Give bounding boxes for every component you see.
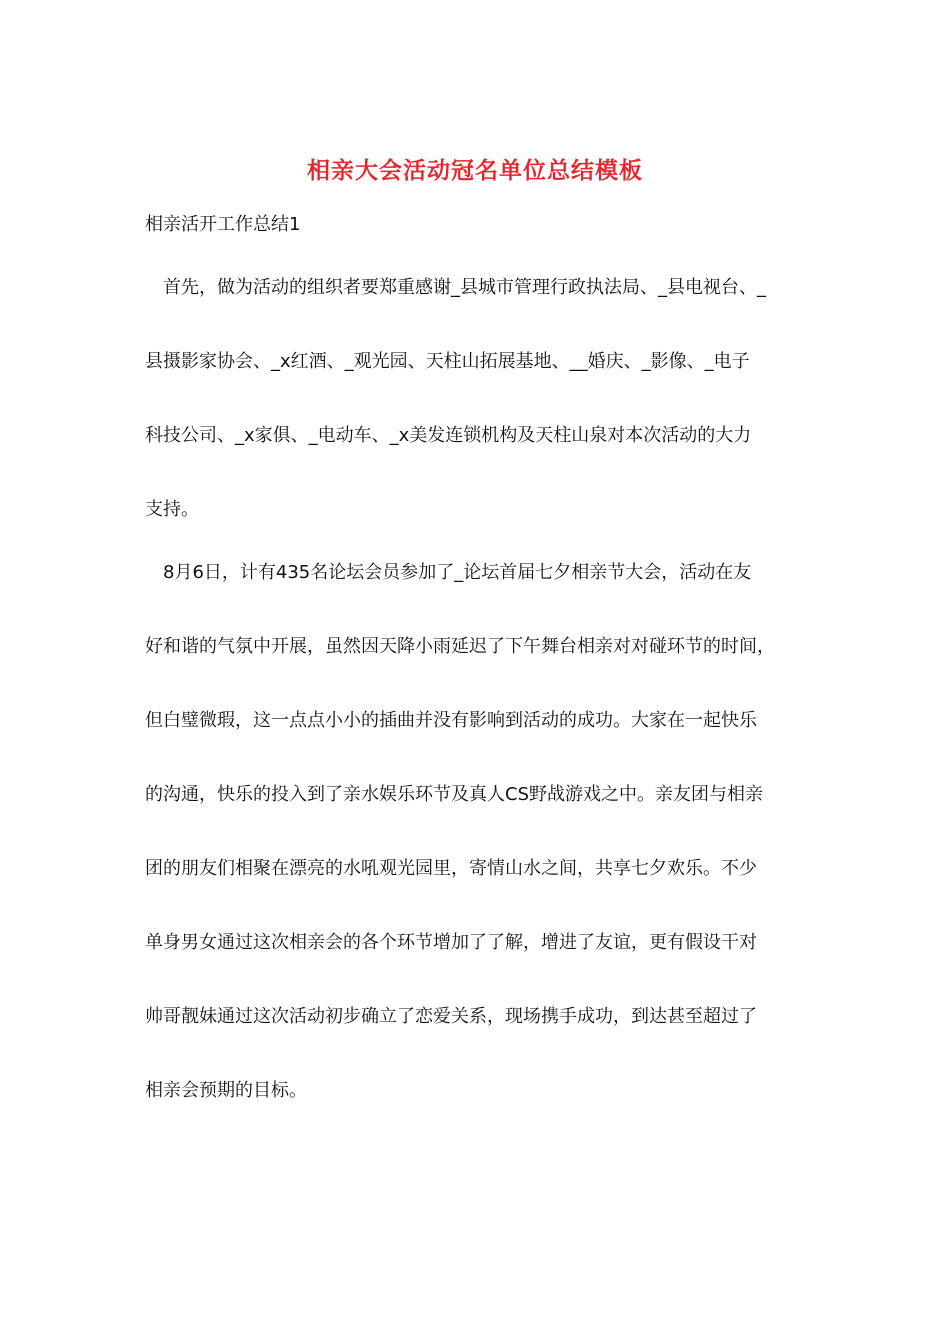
document-title: 相亲大会活动冠名单位总结模板 — [307, 158, 643, 184]
paragraph-thanks: 首先，做为活动的组织者要郑重感谢_县城市管理行政执法局、_县电视台、_ 县摄影家协会、_x红酒、_观光园、天柱山拓展基地、__婚庆、_影像、_电子 科技公司、_x家俱、_电动车、_x美发连锁机构及天柱山泉对本次活动的大力 支持。 — [145, 277, 766, 520]
paragraph-event-summary: 8月6日，计有435名论坛会员参加了_论坛首届七夕相亲节大会，活动在友 好和谐的气氛中开展，虽然因天降小雨延迟了下午舞台相亲对对碰环节的时间， 但白璧微瑕，这一点点小小的插曲并没有影响到活动的成功。大家在一起快乐 的沟通，快乐的投入到了亲水娱乐环节及真人CS野战游戏之中。亲友团与相亲 团的朋友们相聚在漂亮的水吼观光园里，寄情山水之间，共享七夕欢乐。不少 单身男女通过这次相亲会的各个环节增加了了解，增进了友谊，更有假设干对 帅哥靓妹通过这次活动初步确立了恋爱关系，现场携手成功，到达甚至超过了 相亲会预期的目标。 — [145, 562, 775, 1101]
section-heading: 相亲活开工作总结1 — [145, 214, 301, 235]
